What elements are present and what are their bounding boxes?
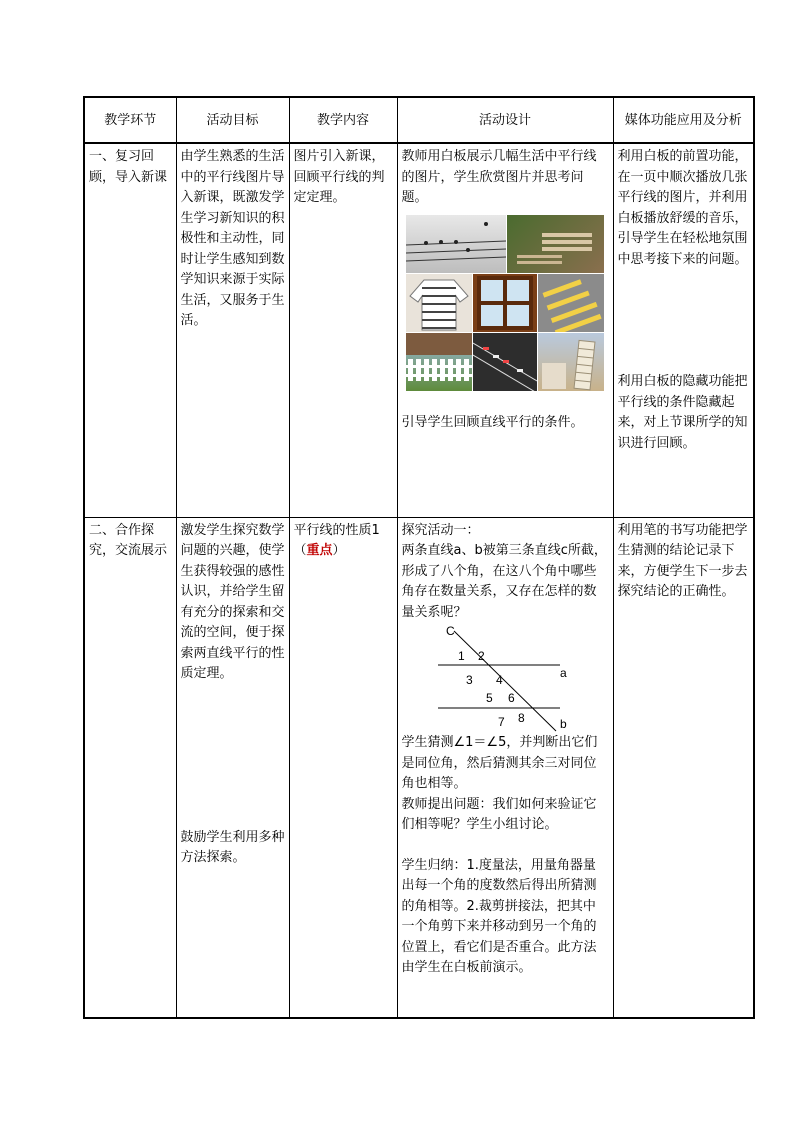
stage-text: 二、合作探究，交流展示 (89, 522, 168, 558)
parallel-lines-diagram (408, 625, 588, 733)
teacher-question: 教师提出问题：我们如何来验证它们相等呢？学生小组讨论。 (401, 796, 597, 832)
header-content: 教学内容 (289, 97, 397, 143)
label-c: C (445, 625, 455, 638)
label-a: a (559, 666, 567, 680)
media-cell (613, 517, 754, 1018)
angle-4: 4 (495, 673, 503, 687)
wooden-window-icon (473, 274, 537, 332)
angle-5: 5 (485, 691, 493, 705)
angle-3: 3 (465, 673, 473, 687)
highway-traffic-icon (473, 333, 537, 391)
goal-cell (176, 143, 289, 517)
parallel-photo-collage (406, 215, 604, 391)
design-cell (397, 517, 613, 1018)
goal-cell (176, 517, 289, 1018)
row-review (84, 143, 754, 517)
content-cell (289, 517, 397, 1018)
activity-text: 两条直线a、b被第三条直线c所截，形成了八个角，在这八个角中哪些角存在数量关系，又存在怎样的数量关系呢？ (401, 543, 607, 620)
design-guide: 引导学生回顾直线平行的条件。 (401, 414, 584, 430)
stage-cell (84, 517, 176, 1018)
striped-sweater-icon (406, 274, 472, 332)
media-text: 利用笔的书写功能把学生猜测的结论记录下来，方便学生下一步去探究结论的正确性。 (617, 522, 748, 599)
student-guess: 学生猜测∠1＝∠5，并判断出它们是同位角，然后猜测其余三对同位角也相等。 (401, 735, 598, 791)
lesson-plan-table (83, 96, 755, 1019)
media-text-2: 利用白板的隐藏功能把平行线的条件隐藏起来，对上节课所学的知识进行回顾。 (617, 374, 748, 451)
angle-6: 6 (507, 691, 515, 705)
crosswalk-icon (538, 274, 604, 332)
label-b: b (559, 717, 567, 731)
birds-on-wires-icon (406, 215, 506, 273)
content-text: 图片引入新课，回顾平行线的判定定理。 (293, 149, 385, 205)
goal-text: 由学生熟悉的生活中的平行线图片导入新课，既激发学生学习新知识的积极性和主动性，同时让学生感知到数学知识来源于实际生活，又服务于生活。 (180, 149, 285, 328)
park-benches-icon (507, 215, 604, 273)
header-stage: 教学环节 (84, 97, 176, 143)
header-design: 活动设计 (397, 97, 613, 143)
stage-cell (84, 143, 176, 517)
design-cell (397, 143, 613, 517)
leaning-tower-icon (538, 333, 604, 391)
header-row (84, 97, 754, 143)
design-intro: 教师用白板展示几幅生活中平行线的图片，学生欣赏图片并思考问题。 (401, 149, 597, 205)
content-suffix: ） (332, 543, 346, 558)
goal-text: 激发学生探究数学问题的兴趣，使学生获得较强的感性认识，并给学生留有充分的探索和交流的空间，便于探索两直线平行的性质定理。 (180, 522, 285, 681)
angle-2: 2 (477, 649, 485, 663)
angle-8: 8 (517, 711, 525, 725)
white-fence-icon (406, 333, 472, 391)
media-text-1: 利用白板的前置功能，在一页中顺次播放几张平行线的图片，并利用白板播放舒缓的音乐，引导学生在轻松地氛围中思考接下来的问题。 (617, 149, 748, 267)
media-cell (613, 143, 754, 517)
key-point-label: 重点 (306, 543, 333, 558)
header-goal: 活动目标 (176, 97, 289, 143)
activity-title: 探究活动一： (401, 522, 480, 538)
content-prefix: 平行线的性质1（ (293, 522, 380, 558)
student-summary: 学生归纳：1.度量法，用量角器量出每一个角的度数然后得出所猜测的角相等。2.裁剪拼接法，把其中一个角剪下来并移动到另一个角的位置上，看它们是否重合。此方法由学生在白板前演示。 (401, 857, 597, 975)
goal-text-2: 鼓励学生利用多种方法探索。 (180, 829, 285, 865)
stage-text: 一、复习回顾，导入新课 (89, 149, 168, 185)
header-media: 媒体功能应用及分析 (613, 97, 754, 143)
row-explore (84, 517, 754, 1018)
content-cell (289, 143, 397, 517)
angle-7: 7 (497, 715, 505, 729)
angle-1: 1 (457, 649, 465, 663)
